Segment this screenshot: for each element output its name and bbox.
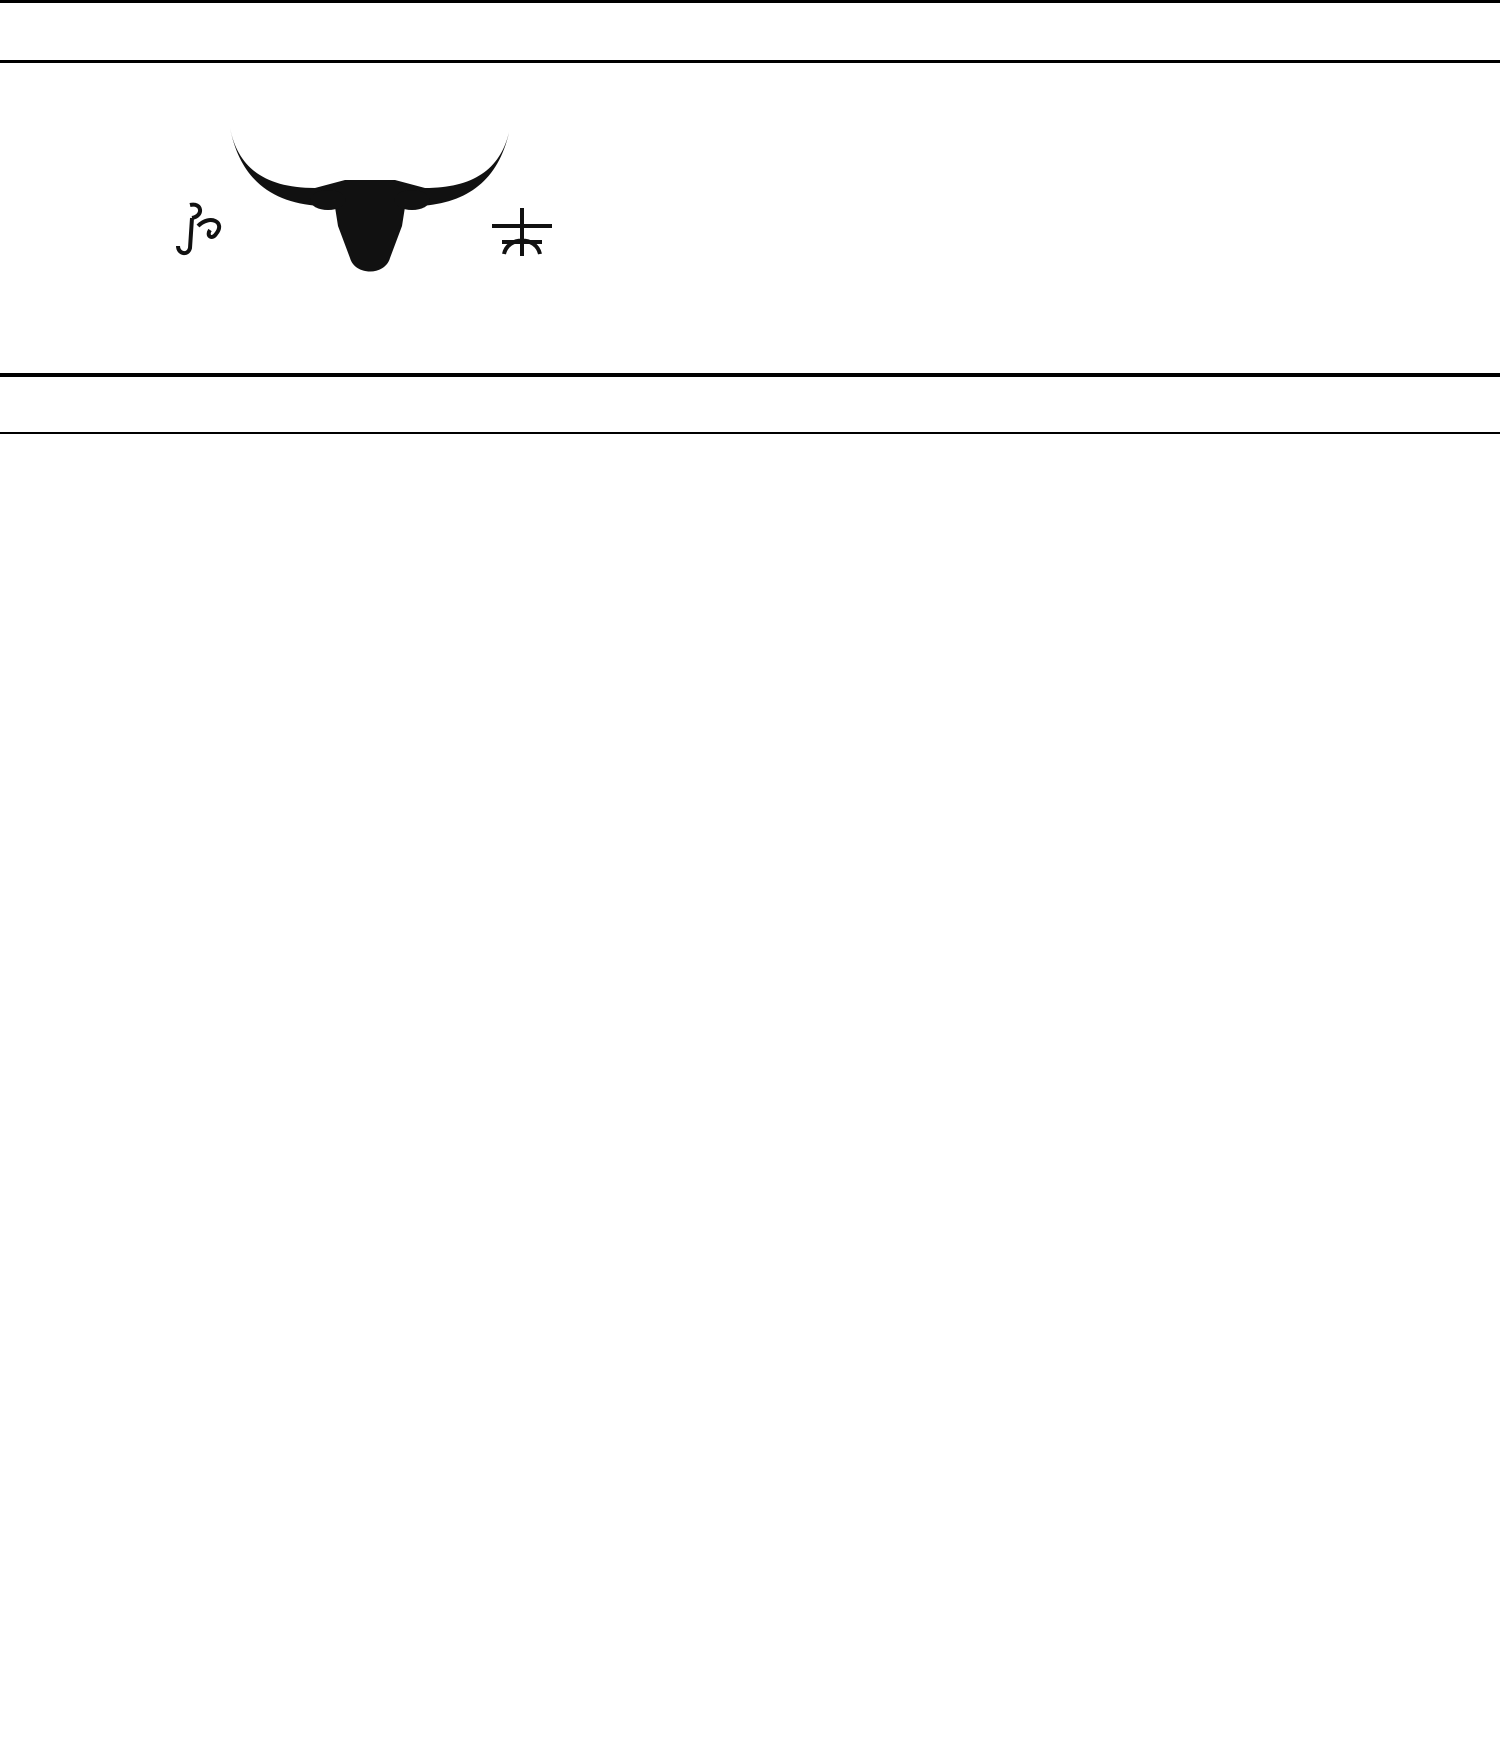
header-divider-mid bbox=[0, 373, 1500, 377]
longhorn-skull-icon bbox=[220, 108, 520, 288]
brand-mark-right-icon bbox=[482, 206, 562, 262]
brand-mark-left-icon bbox=[170, 200, 230, 260]
scroll-ornament-bottom bbox=[110, 383, 1390, 439]
scroll-ornament-top bbox=[110, 6, 1390, 62]
header-divider-top bbox=[0, 60, 1500, 63]
registry-logo bbox=[170, 68, 570, 368]
top-border bbox=[0, 0, 1500, 3]
header-divider-bottom bbox=[0, 432, 1500, 434]
pedigree-chart bbox=[0, 453, 1500, 1735]
